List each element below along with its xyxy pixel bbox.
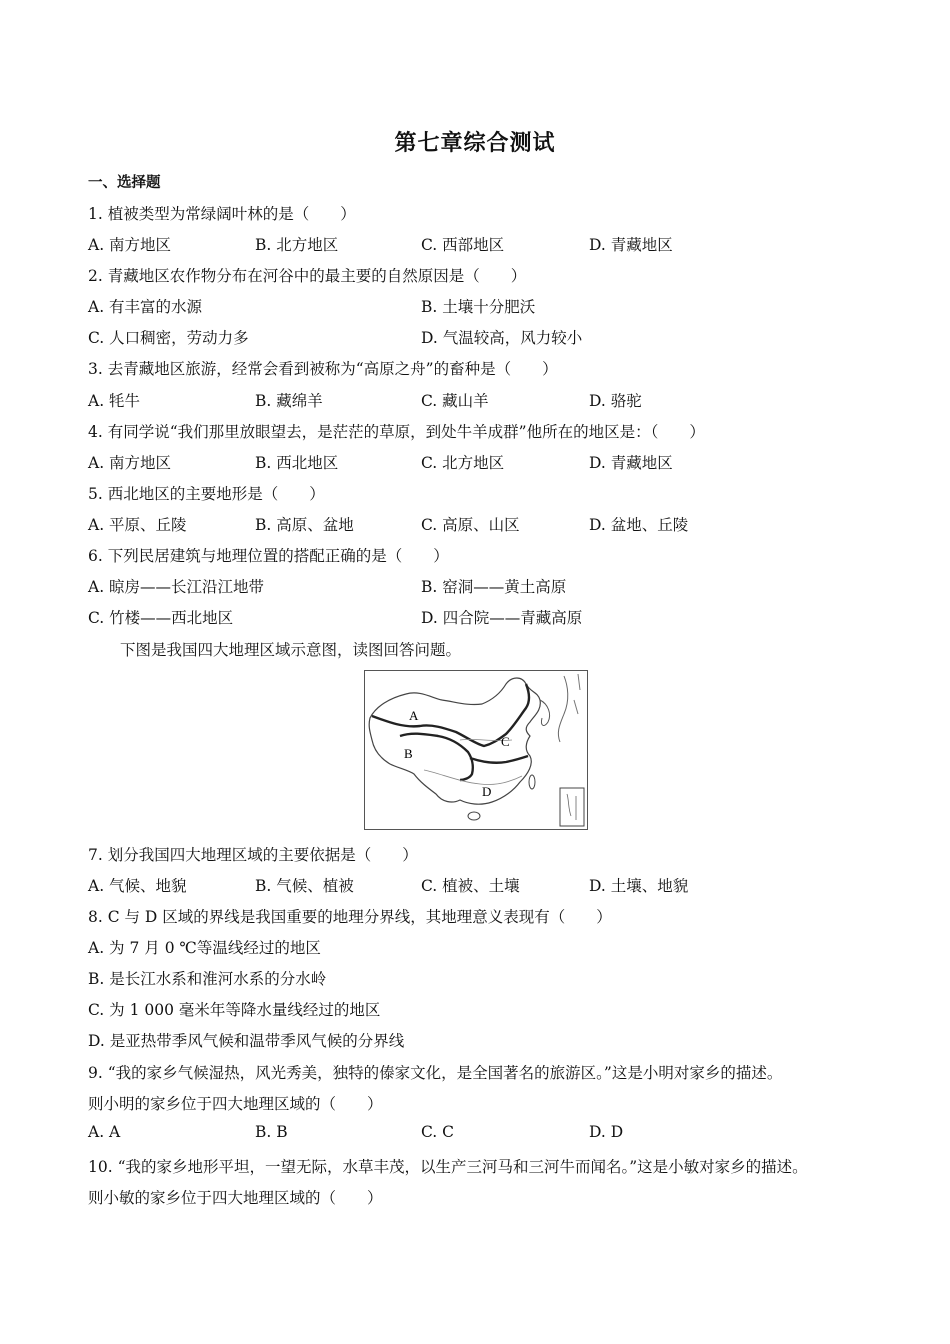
q8-option-b: B. 是长江水系和淮河水系的分水岭 [88,970,327,988]
q5-option-b: B. 高原、盆地 [255,516,354,534]
q2-option-c: C. 人口稠密，劳动力多 [88,329,249,347]
question-5-stem: 5. 西北地区的主要地形是（ ） [88,485,325,503]
question-3-stem: 3. 去青藏地区旅游，经常会看到被称为“高原之舟”的畜种是（ ） [88,360,558,378]
map-label-a: A [409,708,419,723]
china-regions-map [364,670,588,830]
question-2-stem: 2. 青藏地区农作物分布在河谷中的最主要的自然原因是（ ） [88,267,527,285]
q6-option-d: D. 四合院——青藏高原 [421,609,583,627]
map-label-d: D [482,784,492,799]
map-label-b: B [404,746,413,761]
south-china-sea-inset [560,788,584,826]
q1-option-c: C. 西部地区 [421,236,505,254]
q5-option-d: D. 盆地、丘陵 [589,516,689,534]
question-7-stem: 7. 划分我国四大地理区域的主要依据是（ ） [88,846,418,864]
q1-option-d: D. 青藏地区 [589,236,673,254]
question-10-stem-line-2: 则小敏的家乡位于四大地理区域的（ ） [88,1189,383,1207]
q7-option-a: A. 气候、地貌 [88,877,187,895]
q5-option-a: A. 平原、丘陵 [88,516,187,534]
q3-option-b: B. 藏绵羊 [255,392,323,410]
q6-option-a: A. 晾房——长江沿江地带 [88,578,265,596]
q2-option-b: B. 土壤十分肥沃 [421,298,536,316]
map-label-c: C [501,734,510,749]
q2-option-a: A. 有丰富的水源 [88,298,203,316]
section-heading: 一、选择题 [88,175,161,191]
q9-option-d: D. D [589,1123,624,1141]
q1-option-a: A. 南方地区 [88,236,172,254]
q2-option-d: D. 气温较高，风力较小 [421,329,583,347]
question-1-stem: 1. 植被类型为常绿阔叶林的是（ ） [88,205,356,223]
q1-option-b: B. 北方地区 [255,236,339,254]
q9-option-c: C. C [421,1123,455,1141]
q6-option-b: B. 窑洞——黄土高原 [421,578,567,596]
q7-option-b: B. 气候、植被 [255,877,354,895]
q5-option-c: C. 高原、山区 [421,516,520,534]
q4-option-d: D. 青藏地区 [589,454,673,472]
question-9-stem-line-2: 则小明的家乡位于四大地理区域的（ ） [88,1095,383,1113]
q9-option-b: B. B [255,1123,288,1141]
q6-option-c: C. 竹楼——西北地区 [88,609,234,627]
question-6-stem: 6. 下列民居建筑与地理位置的搭配正确的是（ ） [88,547,449,565]
q8-option-c: C. 为 1 000 毫米年等降水量线经过的地区 [88,1001,381,1019]
question-4-stem: 4. 有同学说“我们那里放眼望去，是茫茫的草原，到处牛羊成群”他所在的地区是：（ ） [88,423,705,441]
q3-option-d: D. 骆驼 [589,392,642,410]
q4-option-c: C. 北方地区 [421,454,505,472]
q4-option-b: B. 西北地区 [255,454,339,472]
q7-option-c: C. 植被、土壤 [421,877,520,895]
q8-option-d: D. 是亚热带季风气候和温带季风气候的分界线 [88,1032,405,1050]
question-10-stem-line-1: 10. “我的家乡地形平坦，一望无际，水草丰茂，以生产三河马和三河牛而闻名。”这是小敏对家乡的描述。 [88,1158,808,1176]
q9-option-a: A. A [88,1123,121,1141]
question-9-stem-line-1: 9. “我的家乡气候湿热，风光秀美，独特的傣家文化，是全国著名的旅游区。”这是小明对家乡的描述。 [88,1064,783,1082]
q3-option-a: A. 牦牛 [88,392,141,410]
q3-option-c: C. 藏山羊 [421,392,489,410]
map-intro: 下图是我国四大地理区域示意图，读图回答问题。 [120,641,462,659]
q8-option-a: A. 为 7 月 0 ℃等温线经过的地区 [88,939,321,957]
question-8-stem: 8. C 与 D 区域的界线是我国重要的地理分界线，其地理意义表现有（ ） [88,908,612,926]
q7-option-d: D. 土壤、地貌 [589,877,689,895]
q4-option-a: A. 南方地区 [88,454,172,472]
page-title: 第七章综合测试 [394,131,556,156]
